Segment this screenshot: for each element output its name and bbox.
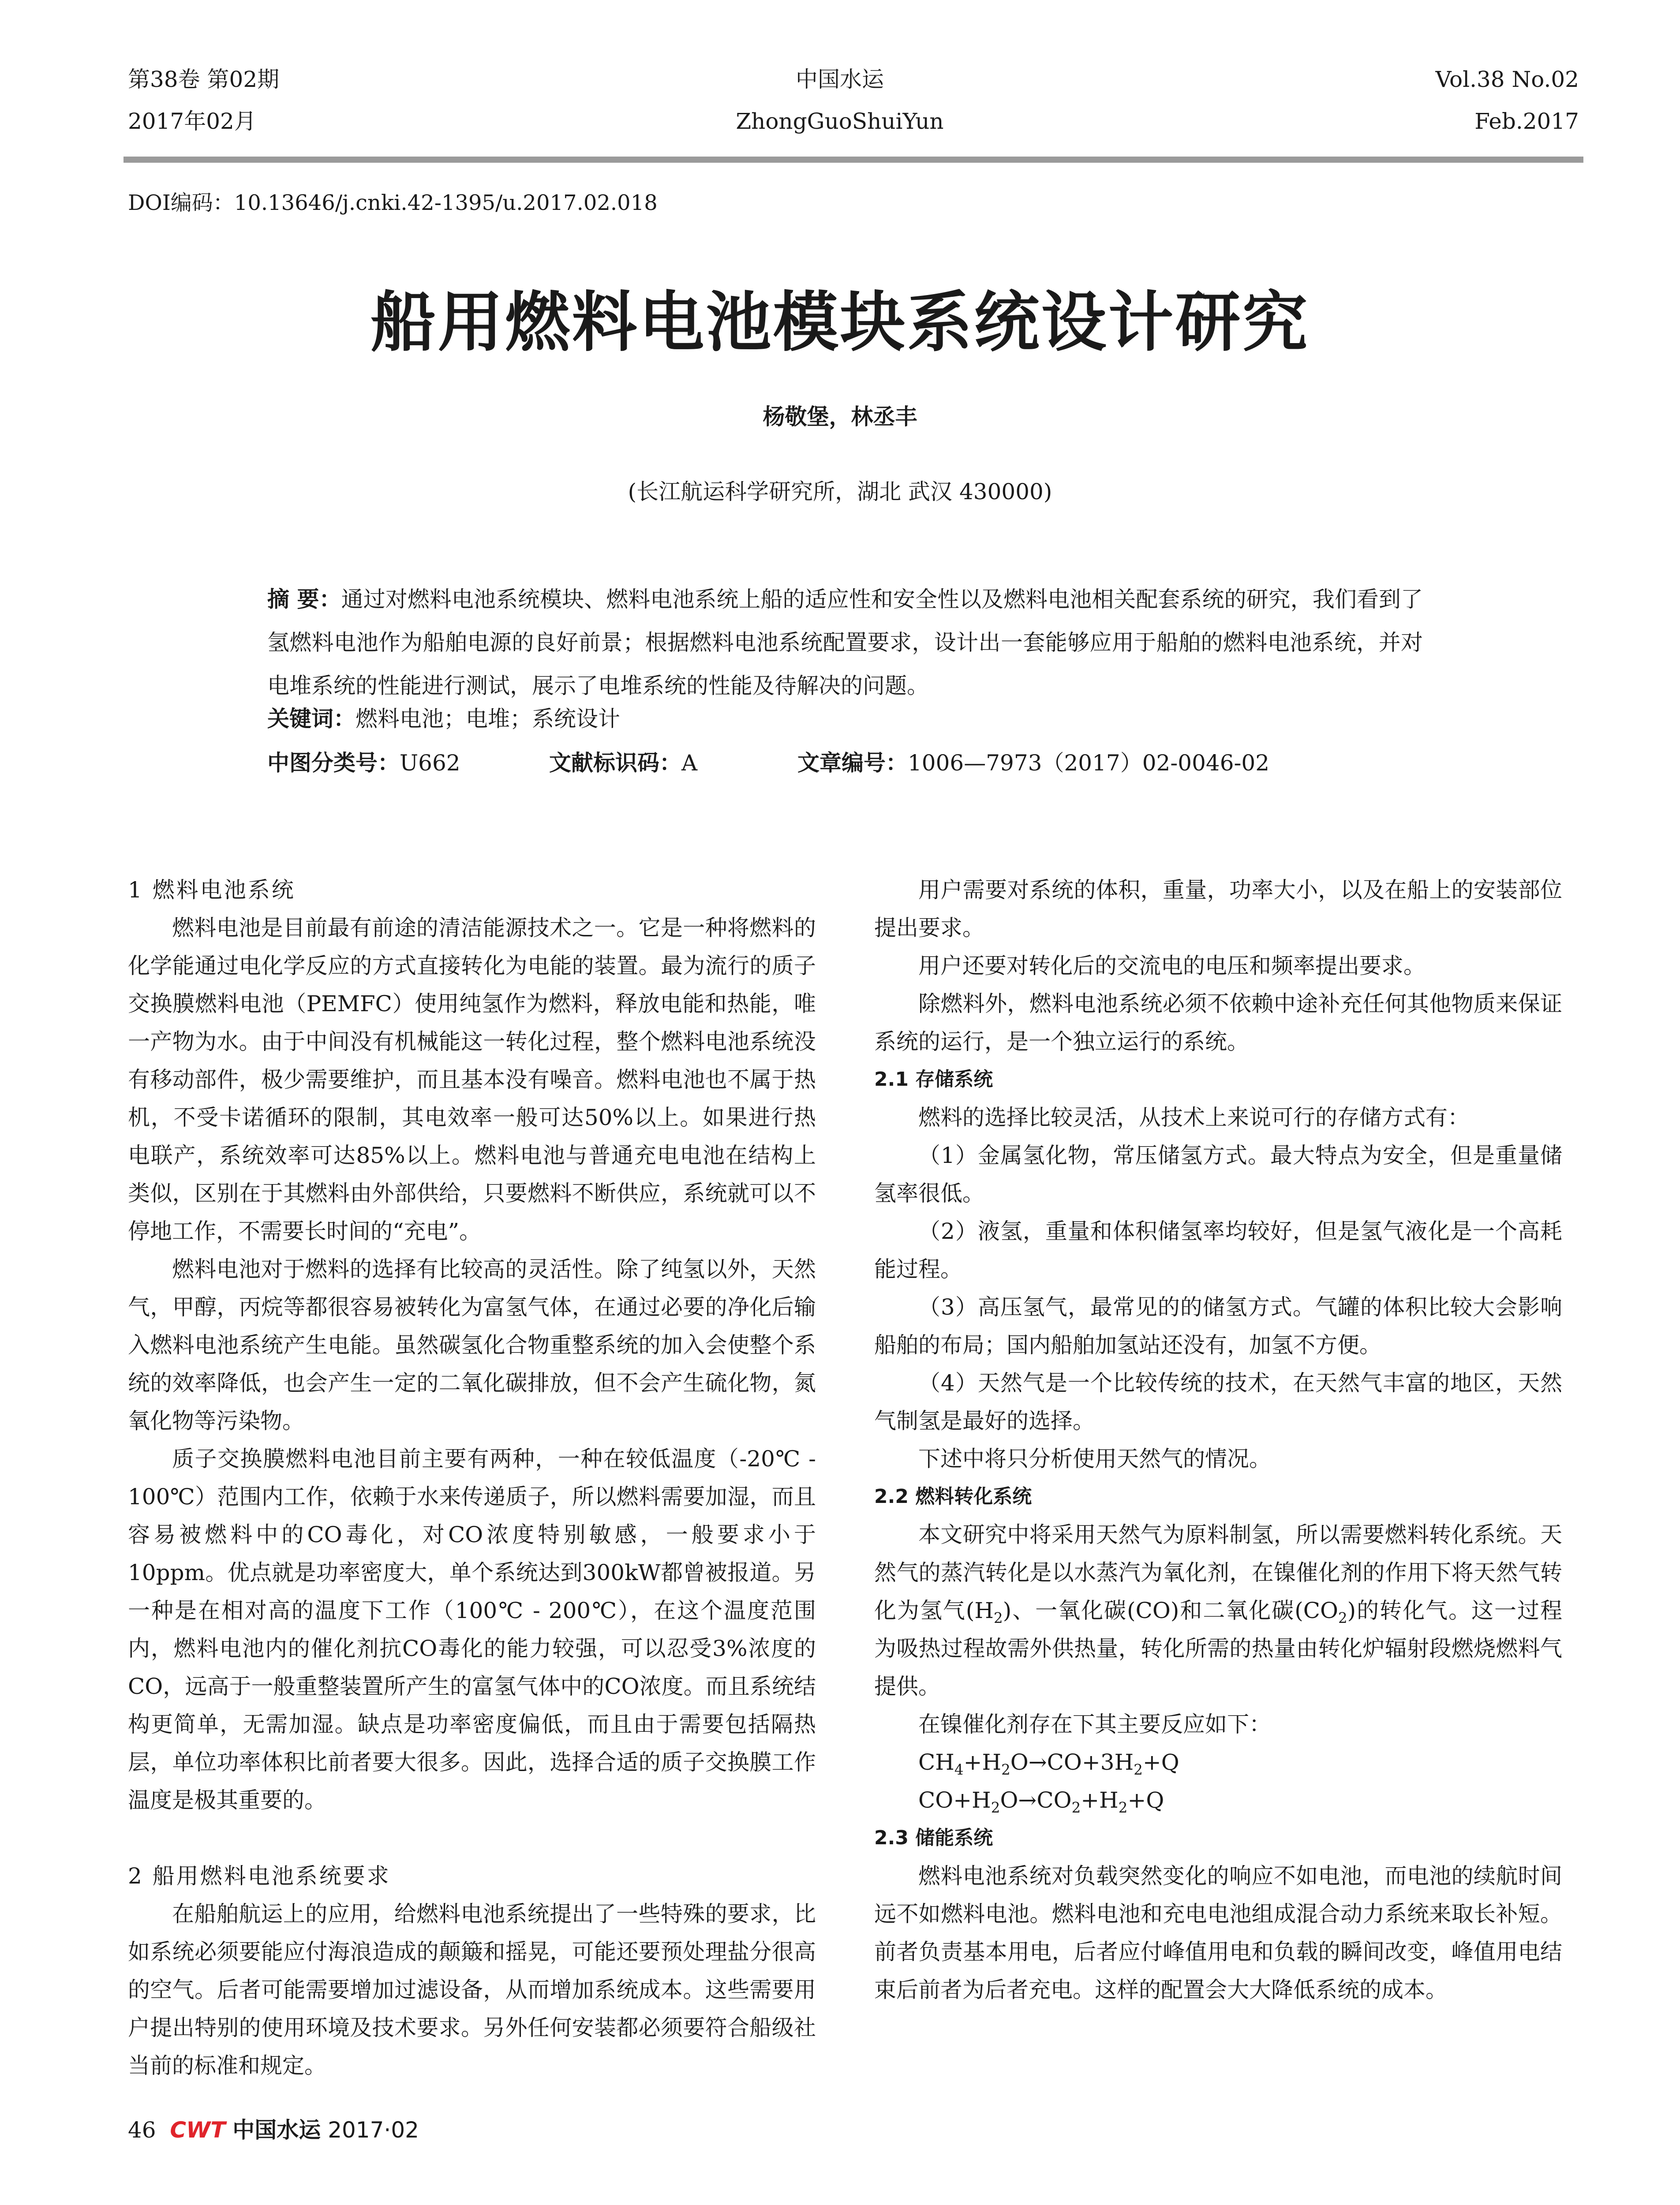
subsection-2-1-title: 2.1 存储系统 (874, 1068, 993, 1091)
subsection-2-3-title: 2.3 储能系统 (874, 1827, 993, 1849)
header-rule (123, 157, 1583, 163)
right-column (874, 871, 1562, 2009)
paragraph: 用户还要对转化后的交流电的电压和频率提出要求。 (918, 953, 1426, 979)
keywords-label: 关键词： (267, 706, 355, 732)
abstract (267, 578, 1423, 707)
doc-label: 文献标识码： (549, 750, 681, 776)
footer (128, 2117, 419, 2143)
paragraph: 质子交换膜燃料电池目前主要有两种，一种在较低温度（-20℃ - 100℃）范围内工作，依赖于水来传递质子，所以燃料需要加湿，而且容易被燃料中的CO毒化，对CO浓度特别敏感，一般要求小于10ppm。优点就是功率密度大，单个系统达到300kW都曾被报道。另一种是在相对高的温度下工作（100℃ - 200℃），在这个温度范围内，燃料电池内的催化剂抗CO毒化的能力较强，可以忍受3%浓度的CO，远高于一般重整装置所产生的富氢气体中的CO浓度。而且系统结构更简单，无需加湿。缺点是功率密度偏低，而且由于需要包括隔热层，单位功率体积比前者要大很多。因此，选择合适的质子交换膜工作温度是极其重要的。 (128, 1446, 816, 1813)
clc-number (267, 750, 460, 776)
page-number: 46 (128, 2117, 156, 2143)
paragraph: （2）液氢，重量和体积储氢率均较好，但是氢气液化是一个高耗能过程。 (874, 1218, 1562, 1282)
document-code (549, 750, 697, 776)
paragraph: 下述中将只分析使用天然气的情况。 (918, 1446, 1271, 1472)
header-date: 2017年02月 (128, 108, 256, 134)
paragraph: 本文研究中将采用天然气为原料制氢，所以需要燃料转化系统。天然气的蒸汽转化是以水蒸汽为氧化剂，在镍催化剂的作用下将天然气转化为氢气$(H_2)$、一氧化碳(CO)和二氧化碳$(CO_2)$的转化气。这一过程为吸热过程故需外供热量，转化所需的热量由转化炉辐射段燃烧燃料气提供。 (874, 1522, 1562, 1699)
paragraph: 在船舶航运上的应用，给燃料电池系统提出了一些特殊的要求，比如系统必须要能应付海浪造成的颠簸和摇晃，可能还要预处理盐分很高的空气。后者可能需要增加过滤设备，从而增加系统成本。这些需要用户提出特别的使用环境及技术要求。另外任何安装都必须要符合船级社当前的标准和规定。 (128, 1901, 816, 2078)
paragraph: （3）高压氢气，最常见的的储氢方式。气罐的体积比较大会影响船舶的布局；国内船舶加氢站还没有，加氢不方便。 (874, 1294, 1562, 1358)
keywords-text: 燃料电池；电堆；系统设计 (355, 706, 620, 732)
equation-1: $CH_4+H_2O\to CO+3H_2+Q$ (918, 1749, 1179, 1778)
header-volume-issue: 第38卷 第02期 (128, 67, 280, 92)
art-value: 1006—7973（2017）02-0046-02 (908, 750, 1270, 776)
header-journal-pinyin: ZhongGuoShuiYun (736, 108, 944, 134)
paragraph: 在镍催化剂存在下其主要反应如下： (918, 1712, 1271, 1737)
clc-label: 中图分类号： (267, 750, 400, 776)
paragraph: 除燃料外，燃料电池系统必须不依赖中途补充任何其他物质来保证系统的运行，是一个独立运行的系统。 (874, 991, 1562, 1054)
paragraph: 燃料电池是目前最有前途的清洁能源技术之一。它是一种将燃料的化学能通过电化学反应的方式直接转化为电能的装置。最为流行的质子交换膜燃料电池（PEMFC）使用纯氢作为燃料，释放电能和热能，唯一产物为水。由于中间没有机械能这一转化过程，整个燃料电池系统没有移动部件，极少需要维护，而且基本没有噪音。燃料电池也不属于热机，不受卡诺循环的限制，其电效率一般可达50%以上。如果进行热电联产，系统效率可达85%以上。燃料电池与普通充电电池在结构上类似，区别在于其燃料由外部供给，只要燃料不断供应，系统就可以不停地工作，不需要长时间的“充电”。 (128, 915, 816, 1244)
left-column (128, 871, 816, 2085)
section-1-title: 1 燃料电池系统 (128, 877, 296, 903)
doi: DOI编码：10.13646/j.cnki.42-1395/u.2017.02.018 (128, 191, 658, 215)
abstract-text: 通过对燃料电池系统模块、燃料电池系统上船的适应性和安全性以及燃料电池相关配套系统的研究，我们看到了氢燃料电池作为船舶电源的良好前景；根据燃料电池系统配置要求，设计出一套能够应用于船舶的燃料电池系统，并对电堆系统的性能进行测试，展示了电堆系统的性能及待解决的问题。 (267, 587, 1423, 699)
paragraph: 燃料电池对于燃料的选择有比较高的灵活性。除了纯氢以外，天然气，甲醇，丙烷等都很容易被转化为富氢气体，在通过必要的净化后输入燃料电池系统产生电能。虽然碳氢化合物重整系统的加入会使整个系统的效率降低，也会产生一定的二氧化碳排放，但不会产生硫化物，氮氧化物等污染物。 (128, 1256, 816, 1434)
doc-value: A (681, 750, 698, 776)
header-journal-cn: 中国水运 (796, 67, 884, 92)
paper-title: 船用燃料电池模块系统设计研究 (370, 284, 1310, 360)
footer-issue: 2017·02 (328, 2117, 419, 2143)
header-vol-no: Vol.38 No.02 (1435, 67, 1579, 92)
paragraph: 用户需要对系统的体积，重量，功率大小，以及在船上的安装部位提出要求。 (874, 877, 1562, 941)
cwt-logo: CWT (170, 2117, 226, 2143)
keywords (267, 706, 620, 732)
footer-journal: 中国水运 (232, 2117, 321, 2143)
authors: 杨敬堡，林丞丰 (763, 404, 917, 430)
abstract-label: 摘 要： (267, 587, 341, 612)
article-number (797, 750, 1269, 776)
clc-value: U662 (400, 750, 460, 776)
header-month-year: Feb.2017 (1474, 108, 1579, 134)
paragraph: （1）金属氢化物，常压储氢方式。最大特点为安全，但是重量储氢率很低。 (874, 1143, 1562, 1206)
subsection-2-2-title: 2.2 燃料转化系统 (874, 1485, 1032, 1508)
section-2-title: 2 船用燃料电池系统要求 (128, 1863, 391, 1889)
equation-2: $CO+H_2O\to CO_2+H_2+Q$ (918, 1787, 1164, 1816)
affiliation: (长江航运科学研究所，湖北 武汉 430000) (628, 479, 1052, 505)
paragraph: 燃料电池系统对负载突然变化的响应不如电池，而电池的续航时间远不如燃料电池。燃料电池和充电电池组成混合动力系统来取长补短。前者负责基本用电，后者应付峰值用电和负载的瞬间改变，峰值用电结束后前者为后者充电。这样的配置会大大降低系统的成本。 (874, 1863, 1562, 2003)
paragraph: （4）天然气是一个比较传统的技术，在天然气丰富的地区，天然气制氢是最好的选择。 (874, 1370, 1562, 1434)
art-label: 文章编号： (797, 750, 908, 776)
paragraph: 燃料的选择比较灵活，从技术上来说可行的存储方式有： (918, 1105, 1470, 1130)
